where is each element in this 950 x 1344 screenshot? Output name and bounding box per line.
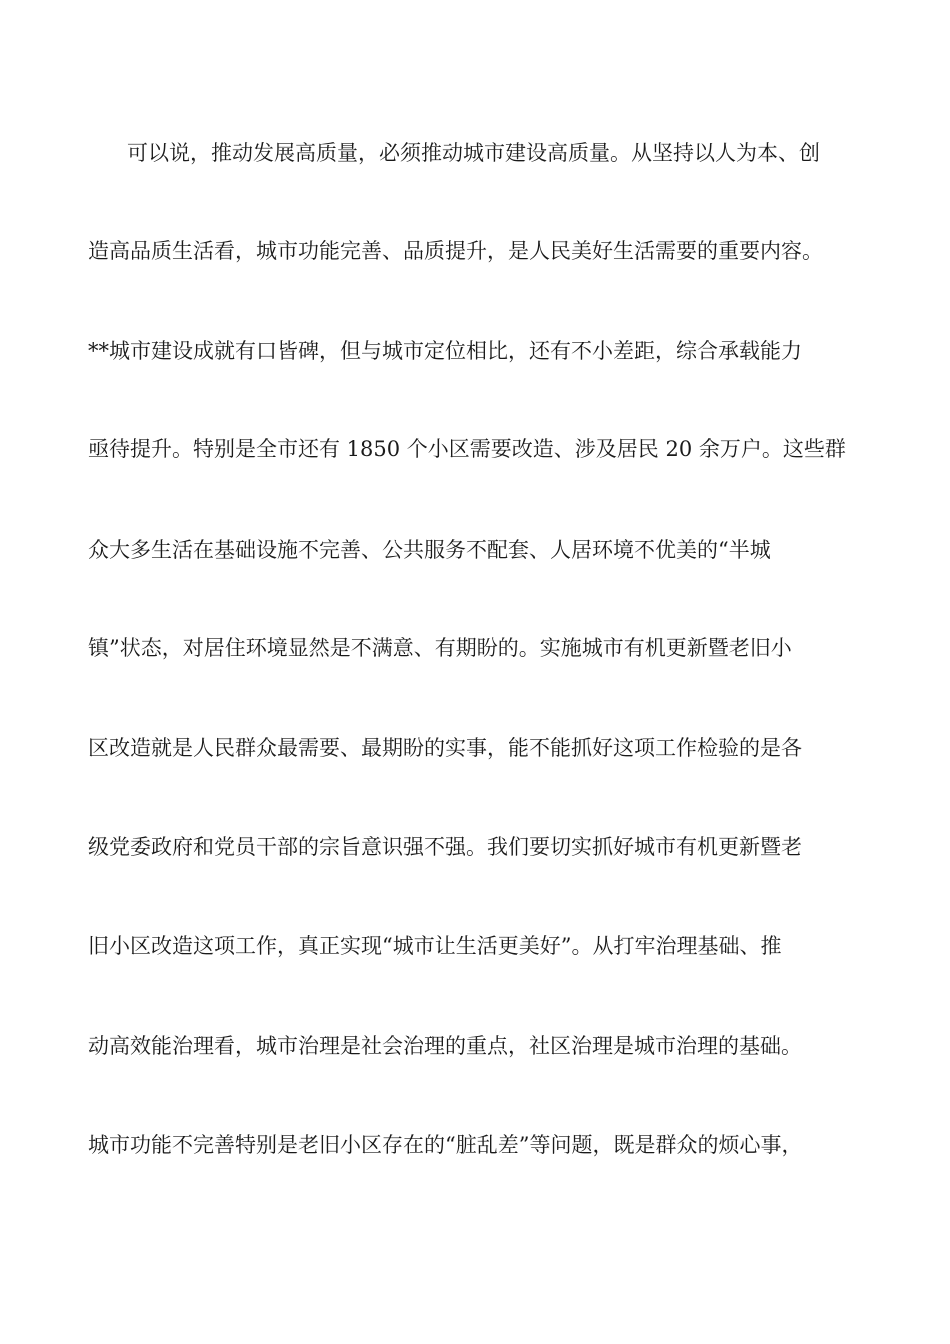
- paragraph-line: [0, 733, 950, 763]
- line-text: 城市功能不完善特别是老旧小区存在的“脏乱差”等问题，既是群众的烦心事，: [88, 1133, 803, 1157]
- paragraph-line: [0, 535, 950, 565]
- paragraph-line: [0, 336, 950, 366]
- paragraph-line: [0, 434, 950, 464]
- paragraph-line: [0, 633, 950, 663]
- line-text: 众大多生活在基础设施不完善、公共服务不配套、人居环境不优美的“半城: [88, 538, 771, 562]
- line-text: 旧小区改造这项工作，真正实现“城市让生活更美好”。从打牢治理基础、推: [88, 934, 782, 958]
- line-text: 可以说，推动发展高质量，必须推动城市建设高质量。从坚持以人为本、创: [127, 141, 820, 165]
- paragraph-line: [0, 138, 950, 168]
- line-text: 级党委政府和党员干部的宗旨意识强不强。我们要切实抓好城市有机更新暨老: [88, 835, 802, 859]
- line-text: 亟待提升。特别是全市还有 1850 个小区需要改造、涉及居民 20 余万户。这些群: [88, 437, 846, 461]
- line-text: 镇”状态，对居住环境显然是不满意、有期盼的。实施城市有机更新暨老旧小: [88, 636, 792, 660]
- paragraph-line: [0, 236, 950, 266]
- paragraph-line: [0, 1130, 950, 1160]
- line-text: 造高品质生活看，城市功能完善、品质提升，是人民美好生活需要的重要内容。: [88, 239, 823, 263]
- line-text: 动高效能治理看，城市治理是社会治理的重点，社区治理是城市治理的基础。: [88, 1034, 802, 1058]
- paragraph-line: [0, 832, 950, 862]
- paragraph-line: [0, 931, 950, 961]
- line-text: **城市建设成就有口皆碑，但与城市定位相比，还有不小差距，综合承载能力: [88, 339, 802, 363]
- line-text: 区改造就是人民群众最需要、最期盼的实事，能不能抓好这项工作检验的是各: [88, 736, 802, 760]
- paragraph-line: [0, 1031, 950, 1061]
